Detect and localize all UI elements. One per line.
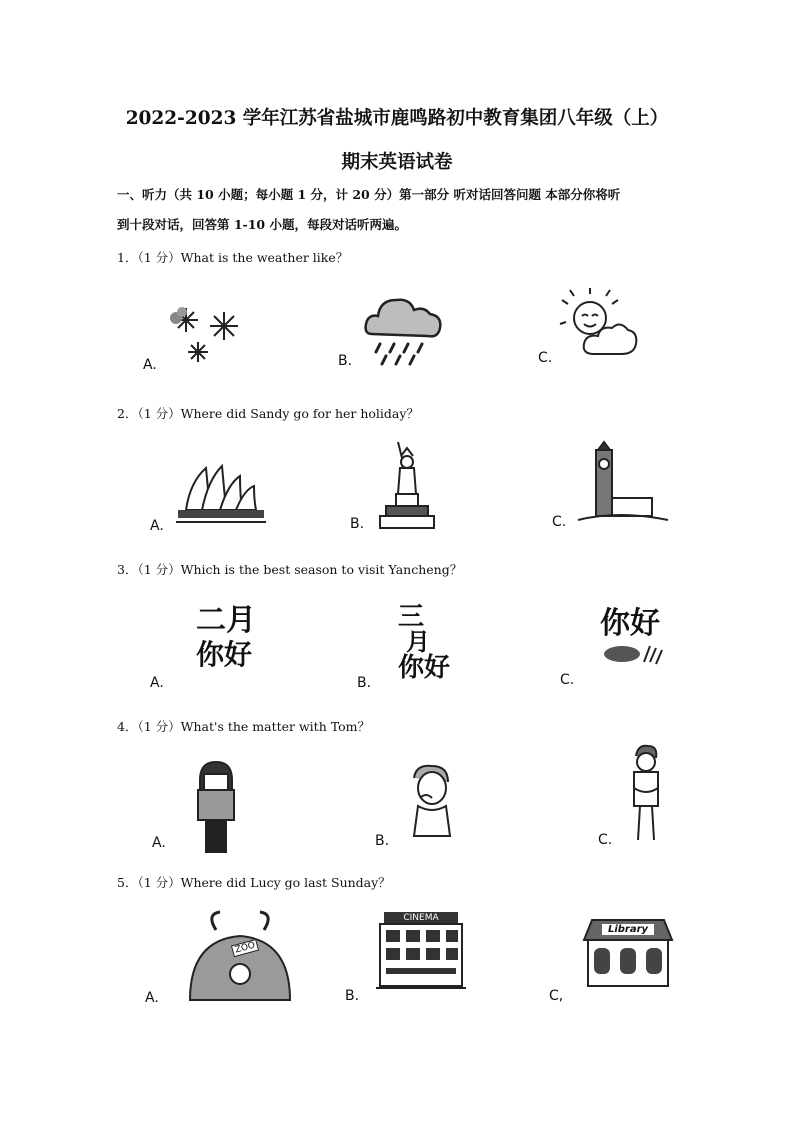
question-5 (117, 873, 391, 891)
option-b[interactable]: B. (350, 516, 365, 532)
question-score: （1 分） (137, 875, 181, 890)
sydney-opera-house-icon (176, 462, 266, 528)
library-icon: Library (582, 916, 674, 990)
question-number: 3． (117, 562, 138, 577)
question-text: Which is the best season to visit Yancheng？ (180, 562, 463, 577)
question-number: 2． (117, 406, 138, 421)
hello-icon: 你好 (600, 606, 680, 674)
option-a[interactable]: A. (150, 675, 164, 691)
question-2 (117, 404, 419, 422)
option-a[interactable]: A. (152, 835, 166, 851)
zoo-icon: ZOO (186, 910, 294, 1006)
question-score: （1 分） (137, 406, 181, 421)
option-b[interactable]: B. (357, 675, 372, 691)
boy-stomachache-icon (626, 744, 666, 848)
boy-toothache-icon (406, 762, 456, 842)
section-instructions-line2: 到十段对话，回答第 1-10 小题，每段对话听两遍。 (117, 217, 407, 232)
snowflakes-icon (168, 298, 248, 372)
question-1 (117, 248, 348, 266)
option-c[interactable]: C, (549, 988, 564, 1004)
exam-subtitle: 期末英语试卷 (341, 152, 453, 173)
option-a[interactable]: A. (143, 357, 157, 373)
question-number: 1． (117, 250, 138, 265)
option-a[interactable]: A. (150, 518, 164, 534)
big-ben-icon (578, 440, 670, 534)
option-b[interactable]: B. (338, 353, 353, 369)
option-c[interactable]: C. (560, 672, 575, 688)
girl-scarf-icon (194, 760, 238, 860)
option-b[interactable]: B. (375, 833, 390, 849)
question-score: （1 分） (137, 562, 181, 577)
option-c[interactable]: C. (538, 350, 553, 366)
option-b[interactable]: B. (345, 988, 360, 1004)
question-score: （1 分） (137, 719, 181, 734)
option-c[interactable]: C. (598, 832, 613, 848)
question-4 (117, 717, 370, 735)
flower-decoration-icon (600, 642, 670, 670)
question-text: What is the weather like？ (180, 250, 349, 265)
rain-cloud-icon (362, 292, 444, 371)
question-score: （1 分） (137, 250, 181, 265)
sun-cloud-icon (560, 288, 640, 367)
march-hello-icon: 三 月 你好 (398, 602, 451, 683)
question-text: Where did Sandy go for her holiday？ (180, 406, 419, 421)
question-text: Where did Lucy go last Sunday？ (180, 875, 391, 890)
exam-title: 2022-2023 学年江苏省盐城市鹿鸣路初中教育集团八年级（上） (125, 108, 669, 129)
question-text: What's the matter with Tom？ (180, 719, 370, 734)
question-number: 4． (117, 719, 138, 734)
section-instructions-line1: 一、听力（共 10 小题；每小题 1 分，计 20 分）第一部分 听对话回答问题 本部分你将听 (117, 187, 621, 202)
question-3 (117, 560, 462, 578)
option-a[interactable]: A. (145, 990, 159, 1006)
statue-of-liberty-icon (372, 440, 442, 536)
february-hello-icon: 二月 你好 (196, 603, 256, 671)
cinema-icon: CINEMA (376, 912, 466, 990)
question-number: 5． (117, 875, 138, 890)
option-c[interactable]: C. (552, 514, 567, 530)
